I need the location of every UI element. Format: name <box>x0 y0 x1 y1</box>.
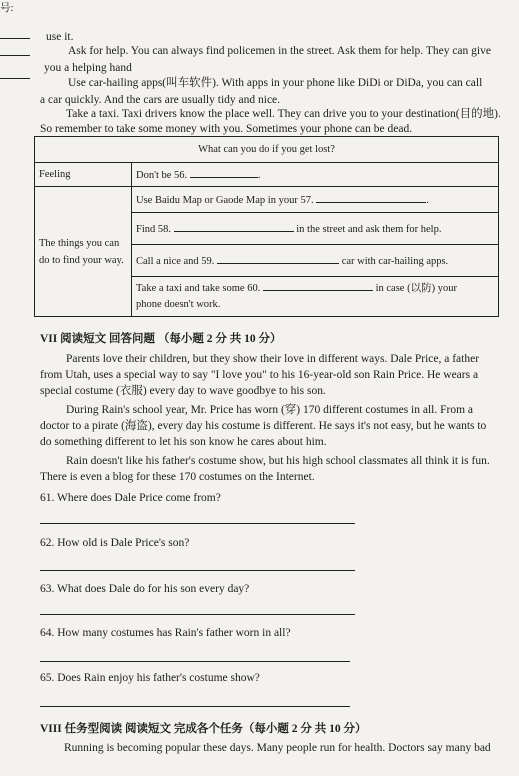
question-61: 61. Where does Dale Price come from? <box>40 492 221 504</box>
row-text: in case (以防) your <box>375 282 457 294</box>
row-text: Call a nice and 59. <box>136 256 215 267</box>
section-heading-8: VIII 任务型阅读 阅读短文 完成各个任务（每小题 2 分 共 10 分） <box>40 723 367 735</box>
answer-blank-59[interactable] <box>217 254 339 264</box>
passage-line: you a helping hand <box>44 62 132 74</box>
feeling-text: Don't be 56. <box>136 170 188 181</box>
passage-line: Take a taxi. Taxi drivers know the place well. They can drive you to your destination(目的地). <box>66 108 501 120</box>
question-63: 63. What does Dale do for his son every day? <box>40 583 250 595</box>
question-62: 62. How old is Dale Price's son? <box>40 537 190 549</box>
answer-blank-58[interactable] <box>174 222 294 232</box>
margin-line <box>0 78 30 79</box>
question-65: 65. Does Rain enjoy his father's costume show? <box>40 672 260 684</box>
passage-line: doctor to a pirate (海盗), every day his costume is different. He says it's not easy, but he wants to <box>40 420 487 432</box>
margin-line <box>0 55 30 56</box>
passage-line: There is even a blog for these 170 costumes on the Internet. <box>40 471 315 483</box>
answer-line-61[interactable] <box>40 523 355 524</box>
passage-line: Running is becoming popular these days. Many people run for health. Doctors say many bad <box>64 742 491 754</box>
answer-blank-56[interactable] <box>190 168 258 178</box>
passage-line: from Utah, uses a special way to say "I love you" to his 16-year-old son Rain Price. He wears a <box>40 369 479 381</box>
answer-line-65[interactable] <box>40 706 350 707</box>
passage-line: Parents love their children, but they show their love in different ways. Dale Price, a father <box>66 353 480 365</box>
passage-line: do something different to let his son know he cares about him. <box>40 436 327 448</box>
feeling-row: Don't be 56. . <box>132 163 499 187</box>
passage-line: Ask for help. You can always find policemen in the street. Ask them for help. They can give <box>68 45 491 57</box>
margin-label: 号: <box>0 3 14 14</box>
answer-line-62[interactable] <box>40 570 355 571</box>
ways-label: The things you can do to find your way. <box>35 187 132 317</box>
row-text: Find 58. <box>136 224 172 235</box>
passage-line: During Rain's school year, Mr. Price has worn (穿) 170 different costumes in all. From a <box>66 404 474 416</box>
answer-line-64[interactable] <box>40 661 350 662</box>
ways-row <box>132 187 499 213</box>
row-text: Take a taxi and take some 60. <box>136 282 261 294</box>
passage-line: special costume (衣服) every day to wave goodbye to his son. <box>40 385 326 397</box>
ways-row <box>132 277 499 317</box>
ways-row <box>132 245 499 277</box>
row-text: . <box>426 195 429 206</box>
ways-row <box>132 213 499 245</box>
row-text: car with car-hailing apps. <box>341 256 449 267</box>
passage-line: So remember to take some money with you. Sometimes your phone can be dead. <box>40 123 413 135</box>
row-text: in the street and ask them for help. <box>296 224 442 235</box>
row-text: phone doesn't work. <box>136 298 221 310</box>
passage-line: Use car-hailing apps(叫车软件). With apps in your phone like DiDi or DiDa, you can call <box>68 77 483 89</box>
answer-blank-60[interactable] <box>263 281 373 291</box>
feeling-label: Feeling <box>35 163 132 187</box>
question-64: 64. How many costumes has Rain's father worn in all? <box>40 627 291 639</box>
task-table <box>34 136 499 317</box>
answer-blank-57[interactable] <box>316 193 426 203</box>
passage-line: a car quickly. And the cars are usually tidy and nice. <box>40 94 281 106</box>
answer-line-63[interactable] <box>40 614 355 615</box>
table-header: What can you do if you get lost? <box>35 137 499 163</box>
section-heading-7: VII 阅读短文 回答问题 （每小题 2 分 共 10 分） <box>40 333 282 345</box>
passage-line: Rain doesn't like his father's costume show, but his high school classmates all think it is fun. <box>66 455 490 467</box>
passage-line: use it. <box>46 31 74 43</box>
row-text: Use Baidu Map or Gaode Map in your 57. <box>136 195 314 206</box>
margin-line <box>0 38 30 39</box>
